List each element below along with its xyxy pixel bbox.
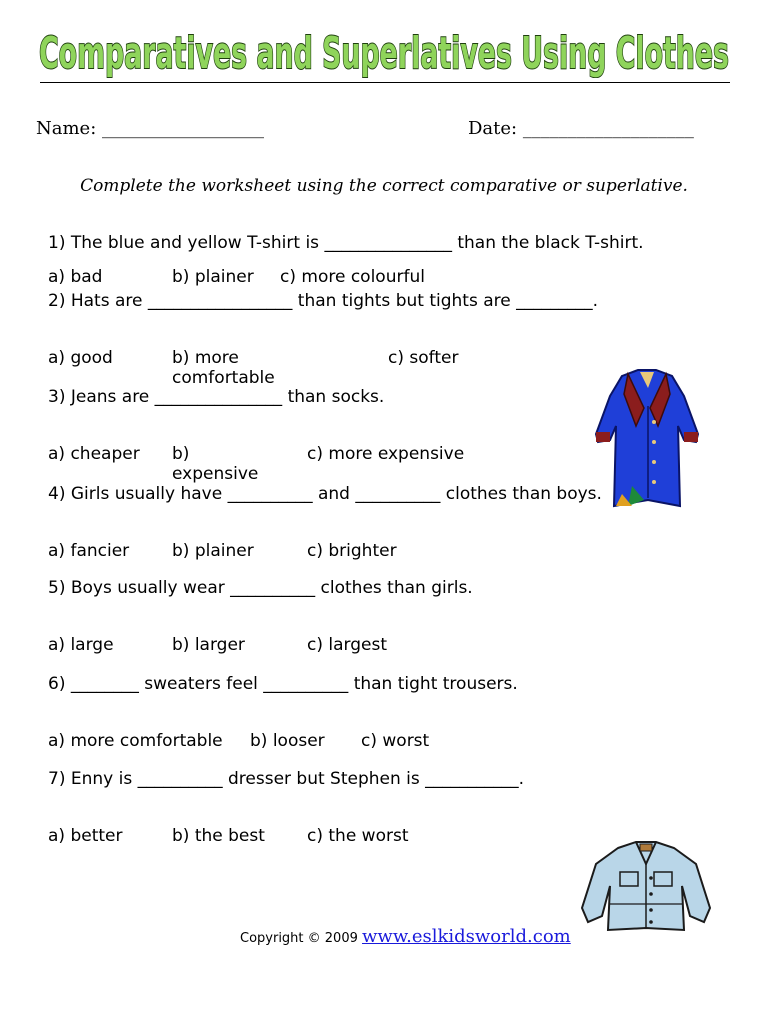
worksheet-title-text: Comparatives and Superlatives Using Clothes <box>39 28 729 78</box>
q6-option-b: b) looser <box>250 731 325 751</box>
q7-option-b: b) the best <box>172 826 265 846</box>
q7-option-c: c) the worst <box>307 826 409 846</box>
q6-option-c: c) worst <box>361 731 430 751</box>
question-4: 4) Girls usually have __________ and __________ clothes than boys. <box>48 484 602 504</box>
question-7: 7) Enny is __________ dresser but Stephen is ___________. <box>48 769 525 789</box>
instructions: Complete the worksheet using the correct comparative or superlative. <box>80 176 688 196</box>
q4-option-a: a) fancier <box>48 541 130 561</box>
q5-option-c: c) largest <box>307 635 387 655</box>
coat-icon <box>588 366 706 510</box>
q4-option-c: c) brighter <box>307 541 397 561</box>
q3-option-c: c) more expensive <box>307 444 465 464</box>
q2-option-c: c) softer <box>388 348 459 368</box>
question-2: 2) Hats are _________________ than tights but tights are _________. <box>48 291 599 311</box>
copyright-text: Copyright © 2009 <box>240 931 358 946</box>
website-link[interactable]: www.eslkidsworld.com <box>362 926 571 947</box>
question-3: 3) Jeans are _______________ than socks. <box>48 387 385 407</box>
question-1: 1) The blue and yellow T-shirt is _______________ than the black T-shirt. <box>48 233 644 253</box>
q6-option-a: a) more comfortable <box>48 731 223 751</box>
worksheet-title <box>34 22 734 78</box>
question-5: 5) Boys usually wear __________ clothes than girls. <box>48 578 473 598</box>
q7-option-a: a) better <box>48 826 123 846</box>
name-field: Name: __________________ <box>36 118 264 139</box>
q4-option-b: b) plainer <box>172 541 254 561</box>
title-divider <box>40 82 730 83</box>
q5-option-b: b) larger <box>172 635 245 655</box>
q5-option-a: a) large <box>48 635 114 655</box>
date-field: Date: ___________________ <box>468 118 694 139</box>
footer <box>240 926 571 947</box>
q1-option-a: a) bad <box>48 267 103 287</box>
q3-option-a: a) cheaper <box>48 444 140 464</box>
question-6: 6) ________ sweaters feel __________ than tight trousers. <box>48 674 518 694</box>
q1-option-b: b) plainer <box>172 267 254 287</box>
q2-option-b: b) more comfortable <box>172 348 275 388</box>
q2-option-a: a) good <box>48 348 113 368</box>
q3-option-b: b) expensive <box>172 444 259 484</box>
q1-option-c: c) more colourful <box>280 267 425 287</box>
denim-jacket-icon <box>578 838 714 934</box>
